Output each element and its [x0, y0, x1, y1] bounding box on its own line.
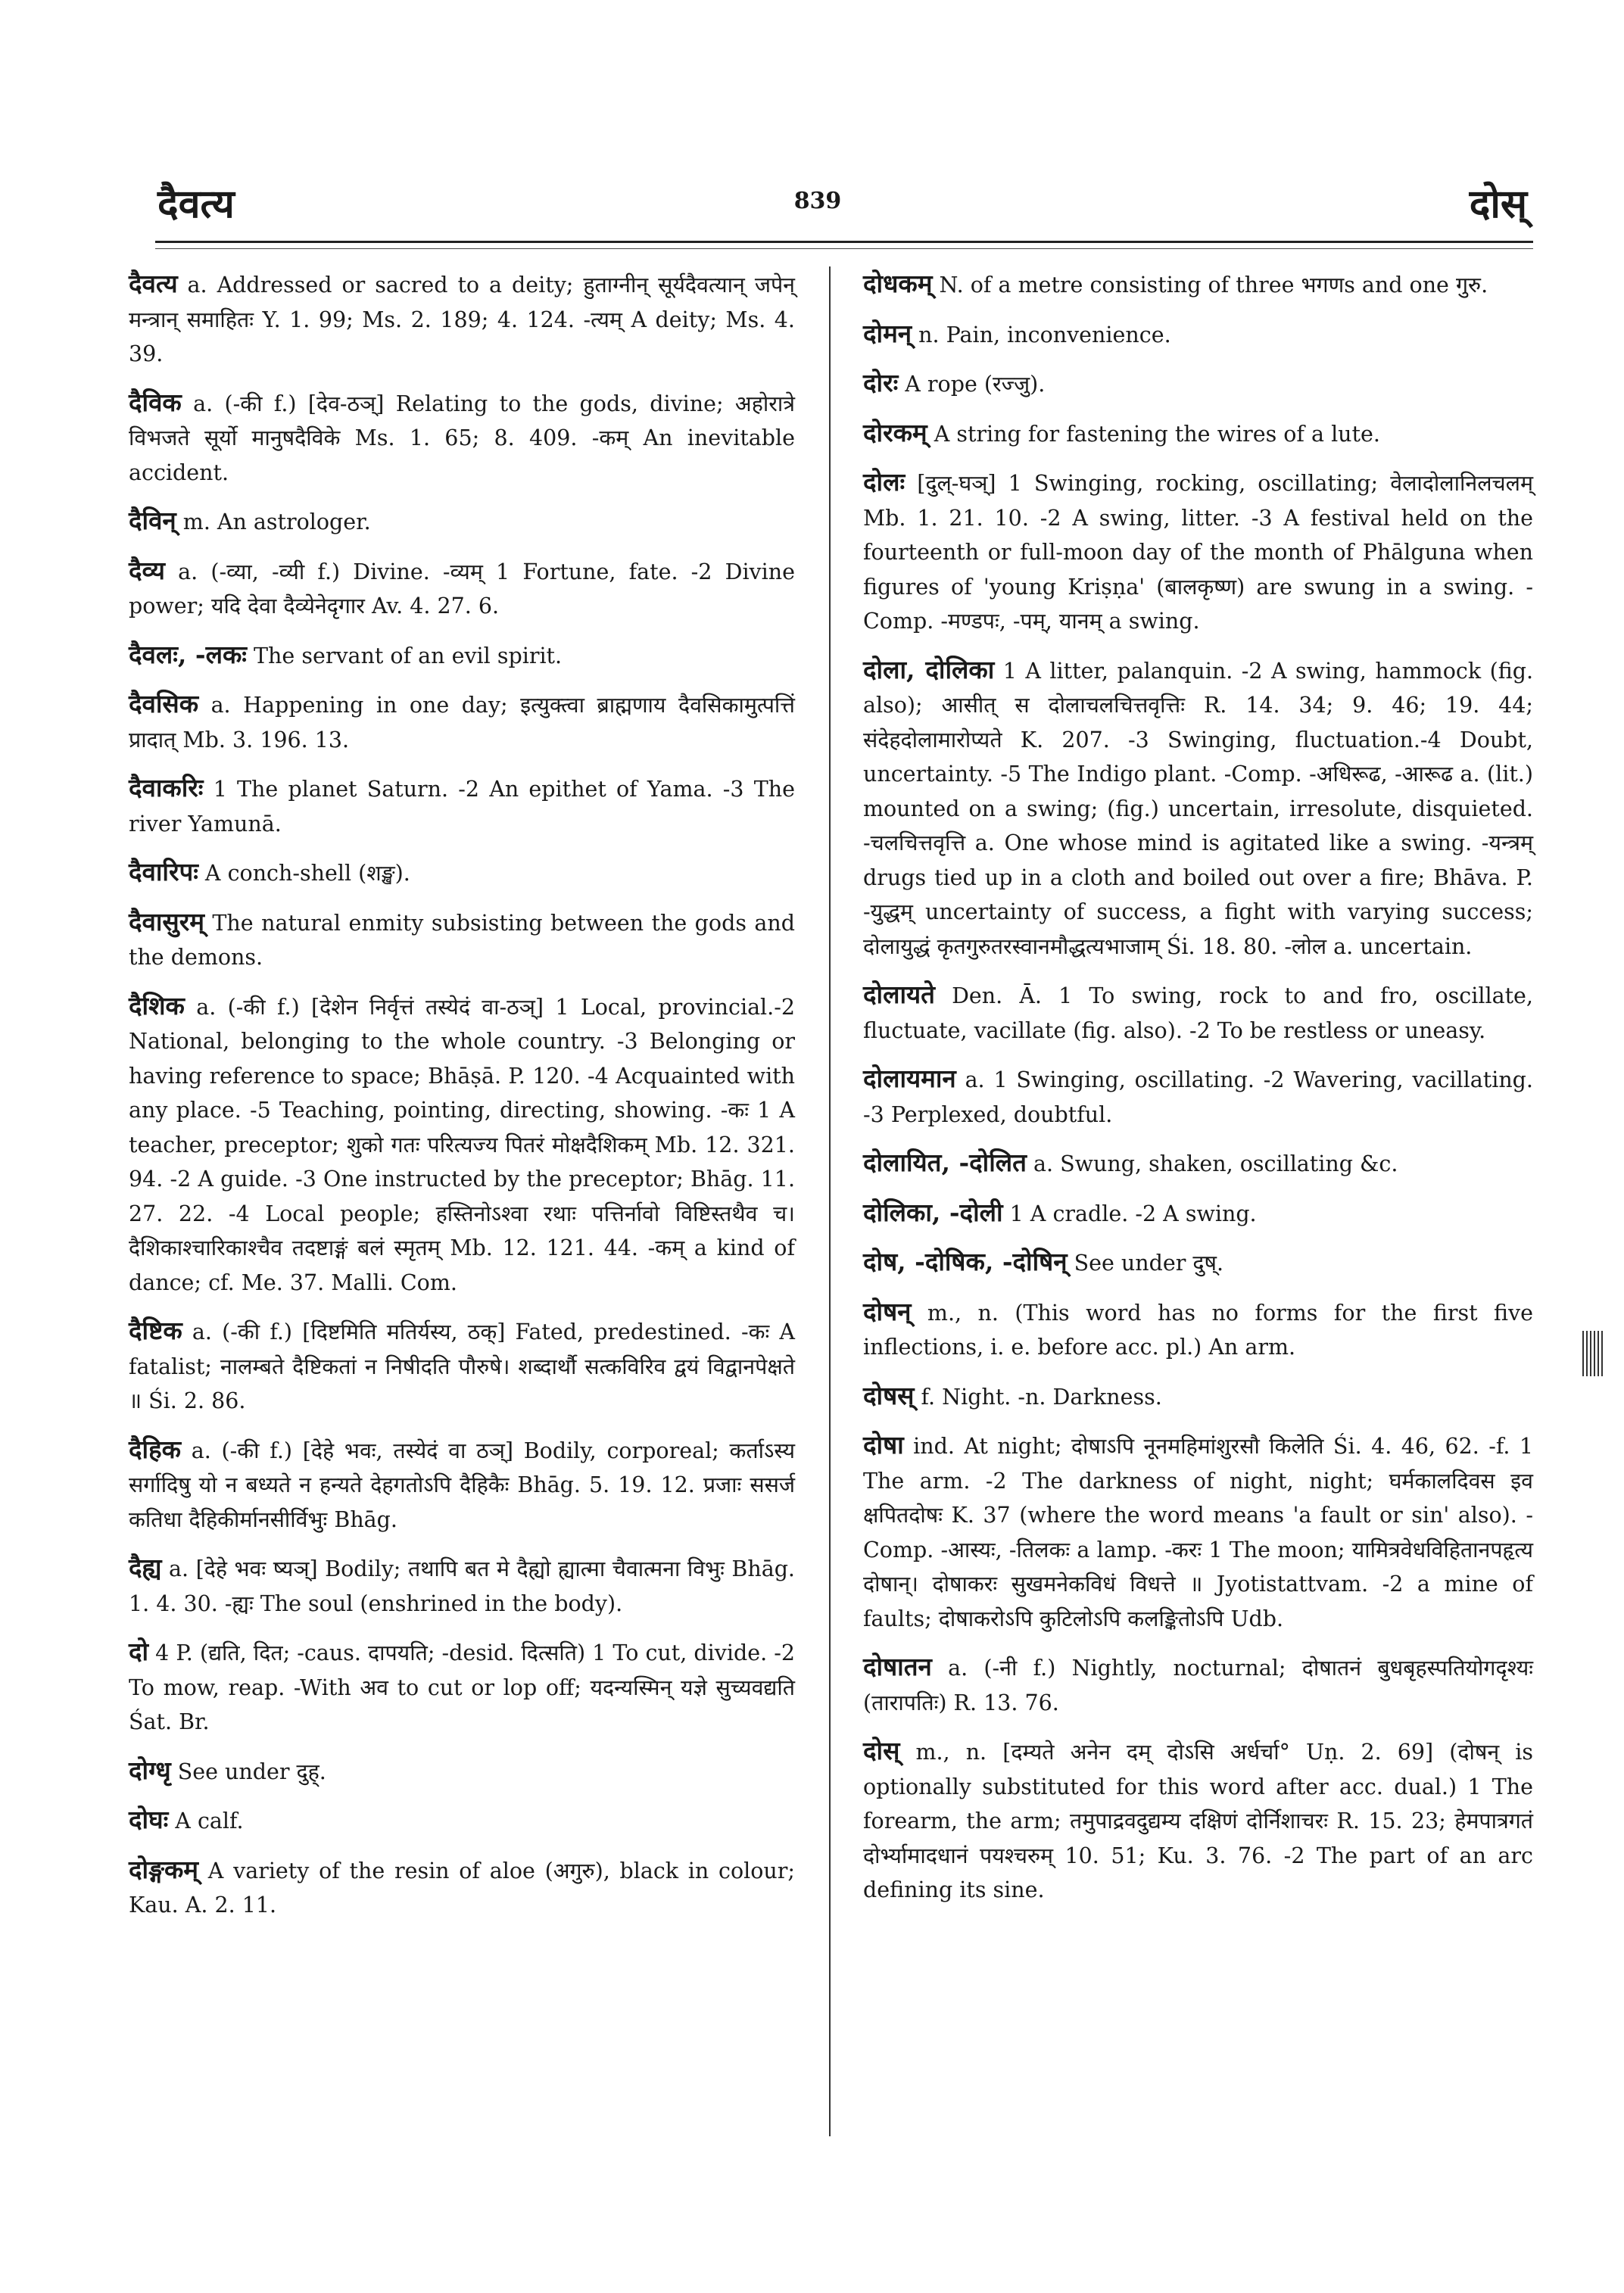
- headword: दैवासुरम्: [129, 906, 204, 936]
- headword: दोलायित, -दोलित: [863, 1148, 1027, 1177]
- dictionary-entry: [129, 1432, 795, 1537]
- headword: दोधकम्: [863, 269, 933, 298]
- headword: दोष, -दोषिक, -दोषिन्: [863, 1247, 1068, 1276]
- definition: a. (-की f.) [दिष्टमिति मतिर्यस्य, ठक्] Fated, predestined. -कः A fatalist; नालम्बते दैष्टिकतां न निषीदति पौरुषे। शब्दार्थौ सत्कविरिव द्वयं विद्वानपेक्षते ॥ Śi. 2. 86.: [129, 1319, 795, 1413]
- headword: दैव्य: [129, 555, 165, 585]
- definition: a. (-की f.) [देशेन निर्वृत्तं तस्येदं वा-ठञ्] 1 Local, provincial.-2 National, belonging to the whole country. -3 Belonging or having reference to space; Bhāṣā. P. 120. -4 Acquainted with any place. -5 Teaching, pointing, directing, showing. -कः 1 A teacher, preceptor; शुको गतः परित्यज्य पितरं मोक्षदैशिकम् Mb. 12. 321. 94. -2 A guide. -3 One instructed by the preceptor; Bhāg. 11. 27. 22. -4 Local people; हस्तिनोऽश्वा रथाः पत्तिर्नावो विष्टिस्तथैव च। दैशिकाश्चारिकाश्चैव तदष्टाङ्गं बलं स्मृतम् Mb. 12. 121. 44. -कम् a kind of dance; cf. Me. 37. Malli. Com.: [129, 994, 795, 1295]
- headword: दोलायमान: [863, 1064, 956, 1093]
- dictionary-entry: [863, 266, 1533, 303]
- dictionary-entry: [863, 416, 1533, 452]
- headword: दोषा: [863, 1430, 904, 1460]
- headword: दो: [129, 1637, 149, 1666]
- definition: n. Pain, inconvenience.: [912, 322, 1171, 347]
- dictionary-entry: [129, 771, 795, 841]
- dictionary-entry: [129, 1313, 795, 1419]
- margin-marker: [1582, 1331, 1605, 1376]
- definition: a. (-व्या, -व्यी f.) Divine. -व्यम् 1 Fortune, fate. -2 Divine power; यदि देवा दैव्येनेदृगार Av. 4. 27. 6.: [129, 559, 795, 618]
- dictionary-entry: [129, 553, 795, 624]
- definition: a. (-नी f.) Nightly, nocturnal; दोषातनं बुधबृहस्पतियोगदृश्यः (तारापतिः) R. 13. 76.: [863, 1656, 1533, 1715]
- definition: a. Addressed or sacred to a deity; हुताग्नीन् सूर्यदैवत्यान् जपेन् मन्त्रान् समाहितः Y. 1. 99; Ms. 2. 189; 4. 124. -त्यम् A deity; Ms. 4. 39.: [129, 273, 795, 366]
- definition: a. Swung, shaken, oscillating &c.: [1026, 1151, 1398, 1176]
- dictionary-entry: [863, 1734, 1533, 1908]
- headword: दोषातन: [863, 1652, 932, 1681]
- page-number: 839: [793, 188, 842, 214]
- definition: See under दुष्.: [1067, 1251, 1224, 1276]
- headword: दैवसिक: [129, 689, 199, 718]
- definition: 4 P. (द्यति, दित; -caus. दापयति; -desid. दित्सति) 1 To cut, divide. -2 To mow, reap. -With अव to cut or lop off; यदन्यस्मिन् यज्ञे सुच्यवद्यति Śat. Br.: [129, 1640, 795, 1734]
- dictionary-entry: [129, 1802, 795, 1839]
- definition: The servant of an evil spirit.: [246, 643, 563, 668]
- definition: 1 A litter, palanquin. -2 A swing, hammock (fig. also); आसीत् स दोलाचलचित्तवृत्तिः R. 14. 34; 9. 46; 19. 44; संदेहदोलामारोप्यते K. 207. -3 Swinging, fluctuation.-4 Doubt, uncertainty. -5 The Indigo plant. -Comp. -अधिरूढ, -आरूढ a. (lit.) mounted on a swing; (fig.) uncertain, irresolute, disquieted. -चलचित्तवृत्ति a. One whose mind is agitated like a swing. -यन्त्रम् drugs tied up in a cloth and boiled out over a fire; Bhāva. P. -युद्धम् uncertainty of success, a fight with varying success; दोलायुद्धं कृतगुरुतरस्वानमौद्धत्यभाजाम् Śi. 18. 80. -लोल a. uncertain.: [863, 658, 1534, 959]
- dictionary-entry: [129, 266, 795, 372]
- definition: A variety of the resin of aloe (अगुरु), black in colour; Kau. A. 2. 11.: [129, 1858, 795, 1918]
- definition: f. Night. -n. Darkness.: [914, 1384, 1162, 1410]
- dictionary-entry: [863, 653, 1533, 964]
- definition: m. An astrologer.: [176, 509, 371, 534]
- dictionary-entry: [863, 1245, 1533, 1281]
- headword: दोमन्: [863, 318, 912, 348]
- definition: a. (-की f.) [देव-ठञ्] Relating to the gods, divine; अहोरात्रे विभजते सूर्यो मानुषदैविके Ms. 1. 65; 8. 409. -कम् An inevitable accident.: [129, 391, 795, 485]
- headword: दैशिक: [129, 990, 185, 1020]
- dictionary-entry: [129, 637, 795, 674]
- definition: m., n. [दम्यते अनेन दम् दोऽसि अर्धर्चा° Uṇ. 2. 69] (दोषन् is optionally substituted for this word after acc. dual.) 1 The forearm, the arm; तमुपाद्रवदुद्यम्य दक्षिणं दोर्निशाचरः R. 15. 23; हेमपात्रगतं दोर्भ्यामादधानं पयश्चरुम् 10. 51; Ku. 3. 76. -2 The part of an arc defining its sine.: [863, 1740, 1533, 1902]
- dictionary-entry: [863, 1195, 1533, 1232]
- headword: दोघः: [129, 1805, 169, 1834]
- headword: दोरकम्: [863, 417, 927, 447]
- headword: दैहिक: [129, 1434, 181, 1464]
- header-rule: [155, 241, 1533, 243]
- dictionary-entry: [863, 366, 1533, 402]
- dictionary-entry: [129, 503, 795, 540]
- left-column: [129, 266, 795, 1936]
- headword: दोरः: [863, 368, 899, 397]
- headword: दोग्धृ: [129, 1755, 171, 1785]
- headword: दोङ्गकम्: [129, 1854, 199, 1884]
- dictionary-entry: [129, 905, 795, 975]
- definition: a. (-की f.) [देहे भवः, तस्येदं वा ठञ्] Bodily, corporeal; कर्ताऽस्य सर्गादिषु यो न बध्यते न हन्यते देहगतोऽपि दैहिकैः Bhāg. 5. 19. 12. प्रजाः ससर्ज कतिधा दैहिकीर्मानसीर्विभुः Bhāg.: [129, 1438, 795, 1532]
- dictionary-entry: [129, 687, 795, 757]
- definition: A conch-shell (शङ्ख).: [198, 861, 410, 886]
- dictionary-entry: [129, 855, 795, 891]
- dictionary-entry: [129, 989, 795, 1301]
- definition: N. of a metre consisting of three भगणs and one गुरु.: [932, 273, 1488, 298]
- headword: दोषस्: [863, 1380, 915, 1410]
- definition: See under दुह्.: [170, 1759, 326, 1784]
- headword: दोलायते: [863, 980, 935, 1009]
- definition: The natural enmity subsisting between the gods and the demons.: [129, 910, 795, 970]
- headword: दैष्टिक: [129, 1316, 182, 1345]
- definition: ind. At night; दोषाऽपि नूनमहिमांशुरसौ किलेति Śi. 4. 46, 62. -f. 1 The arm. -2 The darkness of night, night; घर्मकालदिवस इव क्षपितदोषः K. 37 (where the word means 'a fault or sin' also). -Comp. -आस्यः, -तिलकः a lamp. -करः 1 The moon; यामित्रवेधविहितानपहृत्य दोषान्। दोषाकरः सुखमनेकविधं विधत्ते ॥ Jyotistattvam. -2 a mine of faults; दोषाकरोऽपि कुटिलोऽपि कलङ्कितोऽपि Udb.: [863, 1434, 1533, 1631]
- dictionary-entry: [863, 1061, 1533, 1132]
- definition: a. Happening in one day; इत्युक्त्वा ब्राह्मणाय दैवसिकामुत्पत्तिं प्रादात् Mb. 3. 196. 13.: [129, 693, 795, 752]
- definition: m., n. (This word has no forms for the first five inflections, i. e. before acc. pl.) An arm.: [863, 1300, 1533, 1360]
- headword: दैविन्: [129, 506, 176, 535]
- dictionary-entry: [129, 385, 795, 491]
- dictionary-entry: [863, 1294, 1533, 1365]
- header-rule-thin: [155, 248, 1533, 249]
- headword: दोलिका, -दोली: [863, 1197, 1003, 1227]
- definition: A calf.: [168, 1809, 244, 1833]
- headword: दैवलः, -लकः: [129, 639, 247, 669]
- definition: [दुल्-घञ्] 1 Swinging, rocking, oscillating; वेलादोलानिलचलम् Mb. 1. 21. 10. -2 A swing, litter. -3 A festival held on the fourteenth or full-moon day of the month of Phālguna when figures of 'young Kriṣṇa' (बालकृष्ण) are swung in a swing. -Comp. -मण्डपः, -पम्, यानम् a swing.: [863, 471, 1533, 634]
- definition: A rope (रज्जु).: [898, 372, 1046, 397]
- dictionary-entry: [129, 1852, 795, 1923]
- definition: a. [देहे भवः ष्यञ्] Bodily; तथापि बत मे दैह्यो ह्यात्मा चैवात्मना विभुः Bhāg. 1. 4. 30. -ह्यः The soul (enshrined in the body).: [129, 1556, 795, 1616]
- headword: दोषन्: [863, 1296, 912, 1326]
- headword: दैविक: [129, 387, 182, 417]
- headword: दोलः: [863, 467, 906, 497]
- dictionary-entry: [863, 977, 1533, 1048]
- headword: दैवत्य: [129, 269, 178, 298]
- dictionary-entry: [129, 1753, 795, 1790]
- definition: 1 A cradle. -2 A swing.: [1002, 1201, 1257, 1226]
- dictionary-entry: [863, 1145, 1533, 1182]
- dictionary-entry: [863, 1428, 1533, 1636]
- definition: Den. Ā. 1 To swing, rock to and fro, oscillate, fluctuate, vacillate (fig. also). -2 To be restless or uneasy.: [863, 983, 1533, 1043]
- headword: दोस्: [863, 1736, 900, 1765]
- dictionary-entry: [863, 316, 1533, 353]
- definition: a. 1 Swinging, oscillating. -2 Wavering, vacillating. -3 Perplexed, doubtful.: [863, 1067, 1533, 1127]
- headword: दोला, दोलिका: [863, 654, 995, 684]
- headword: दैवारिपः: [129, 857, 198, 886]
- dictionary-entry: [129, 1634, 795, 1740]
- headword: दैह्य: [129, 1553, 162, 1582]
- definition: 1 The planet Saturn. -2 An epithet of Yama. -3 The river Yamunā.: [129, 777, 795, 837]
- dictionary-entry: [863, 465, 1533, 639]
- dictionary-entry: [863, 1650, 1533, 1720]
- running-head-right: दोस्: [1469, 181, 1527, 227]
- definition: A string for fastening the wires of a lute.: [927, 421, 1380, 447]
- dictionary-entry: [863, 1379, 1533, 1415]
- headword: दैवाकरिः: [129, 773, 204, 802]
- column-divider: [829, 266, 831, 2136]
- running-head-left: दैवत्य: [157, 181, 235, 227]
- dictionary-entry: [129, 1550, 795, 1621]
- right-column: [863, 266, 1533, 1921]
